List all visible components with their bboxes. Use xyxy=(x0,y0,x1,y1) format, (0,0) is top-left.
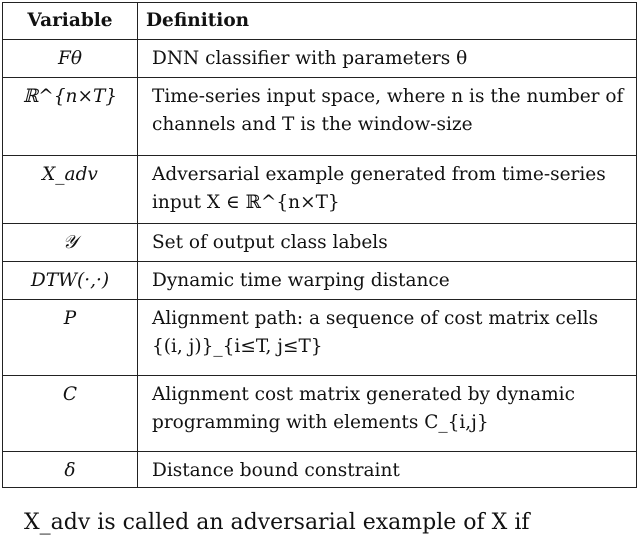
definition-cell: Distance bound constraint xyxy=(138,452,637,488)
variable-cell: Fθ xyxy=(3,40,138,78)
table-row xyxy=(3,156,637,224)
table-row xyxy=(3,40,637,78)
table-row xyxy=(3,224,637,262)
definition-cell: Dynamic time warping distance xyxy=(138,262,637,300)
body-text-cutoff: X_adv is called an adversarial example of X if xyxy=(24,510,530,535)
variable-cell: DTW(·,·) xyxy=(3,262,138,300)
definition-cell: DNN classifier with parameters θ xyxy=(138,40,637,78)
header-variable: Variable xyxy=(3,3,138,40)
variable-cell: P xyxy=(3,300,138,376)
header-definition: Definition xyxy=(138,3,637,40)
table-row xyxy=(3,262,637,300)
table-row xyxy=(3,300,637,376)
variable-definition-table xyxy=(2,2,637,488)
definition-cell: Adversarial example generated from time-series input X ∈ ℝ^{n×T} xyxy=(138,156,637,224)
variable-cell: 𝒴 xyxy=(3,224,138,262)
table-row xyxy=(3,452,637,488)
variable-cell: ℝ^{n×T} xyxy=(3,78,138,156)
variable-cell: X_adv xyxy=(3,156,138,224)
definition-cell: Set of output class labels xyxy=(138,224,637,262)
variable-cell: δ xyxy=(3,452,138,488)
table-row xyxy=(3,78,637,156)
table-row xyxy=(3,376,637,452)
definition-cell: Alignment path: a sequence of cost matrix cells {(i, j)}_{i≤T, j≤T} xyxy=(138,300,637,376)
definition-cell: Time-series input space, where n is the number of channels and T is the window-size xyxy=(138,78,637,156)
variable-cell: C xyxy=(3,376,138,452)
definition-cell: Alignment cost matrix generated by dynamic programming with elements C_{i,j} xyxy=(138,376,637,452)
